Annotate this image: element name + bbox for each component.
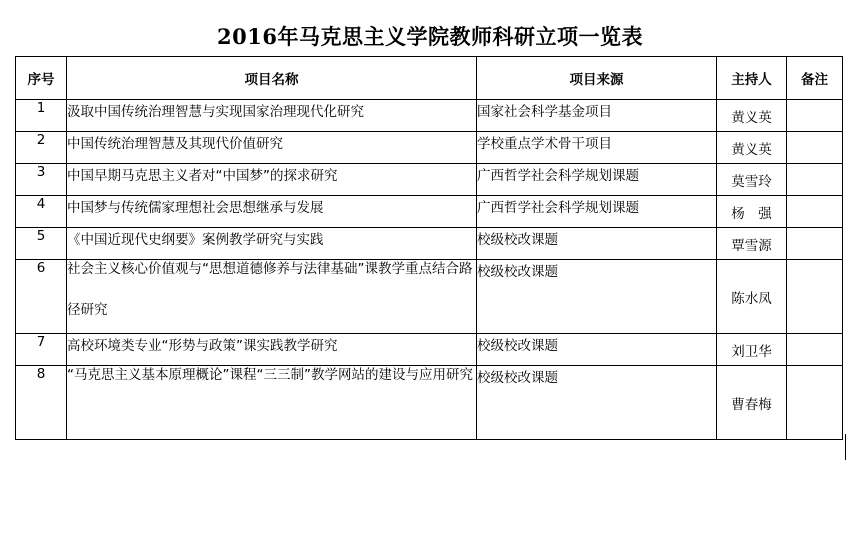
row-name: 高校环境类专业“形势与政策”课实践教学研究 [67, 334, 477, 366]
row-host: 黄义英 [717, 132, 787, 164]
row-host: 覃雪源 [717, 228, 787, 260]
row-host: 刘卫华 [717, 334, 787, 366]
row-no: 5 [16, 228, 67, 260]
row-note [787, 132, 843, 164]
row-source: 校级校改课题 [477, 228, 717, 260]
row-name-text: “马克思主义基本原理概论”课程“三三制”教学网站的建设与应用研究 [67, 367, 473, 383]
row-host: 杨 强 [717, 196, 787, 228]
table-row [16, 196, 843, 228]
row-note [787, 260, 843, 334]
table-row [16, 100, 843, 132]
row-source: 学校重点学术骨干项目 [477, 132, 717, 164]
row-note [787, 164, 843, 196]
header-no: 序号 [16, 57, 67, 100]
row-name: 中国梦与传统儒家理想社会思想继承与发展 [67, 196, 477, 228]
table-row [16, 164, 843, 196]
row-name: 汲取中国传统治理智慧与实现国家治理现代化研究 [67, 100, 477, 132]
edge-line [845, 434, 846, 460]
table-row [16, 334, 843, 366]
header-host: 主持人 [717, 57, 787, 100]
table-row [16, 132, 843, 164]
table-header-row [16, 57, 843, 100]
row-name [67, 366, 477, 440]
row-no: 3 [16, 164, 67, 196]
row-no: 8 [16, 366, 67, 440]
row-source: 校级校改课题 [477, 260, 717, 334]
header-note: 备注 [787, 57, 843, 100]
row-source: 广西哲学社会科学规划课题 [477, 196, 717, 228]
row-host: 陈水凤 [717, 260, 787, 334]
row-host: 莫雪玲 [717, 164, 787, 196]
header-source: 项目来源 [477, 57, 717, 100]
row-note [787, 334, 843, 366]
header-name: 项目名称 [67, 57, 477, 100]
row-no: 6 [16, 260, 67, 334]
row-no: 2 [16, 132, 67, 164]
row-source: 广西哲学社会科学规划课题 [477, 164, 717, 196]
row-name: 《中国近现代史纲要》案例教学研究与实践 [67, 228, 477, 260]
row-name-text: 社会主义核心价值观与“思想道德修养与法律基础”课教学重点结合路径研究 [67, 261, 473, 318]
table-row [16, 366, 843, 440]
row-no: 4 [16, 196, 67, 228]
row-host: 黄义英 [717, 100, 787, 132]
row-source: 国家社会科学基金项目 [477, 100, 717, 132]
row-note [787, 228, 843, 260]
row-note [787, 100, 843, 132]
document-title: 2016年马克思主义学院教师科研立项一览表 [217, 24, 643, 49]
row-name: 中国传统治理智慧及其现代价值研究 [67, 132, 477, 164]
row-no: 1 [16, 100, 67, 132]
row-source: 校级校改课题 [477, 366, 717, 440]
table-row [16, 228, 843, 260]
row-name [67, 260, 477, 334]
row-note [787, 366, 843, 440]
row-host: 曹春梅 [717, 366, 787, 440]
table-row [16, 260, 843, 334]
row-note [787, 196, 843, 228]
row-source: 校级校改课题 [477, 334, 717, 366]
row-no: 7 [16, 334, 67, 366]
row-name: 中国早期马克思主义者对“中国梦”的探求研究 [67, 164, 477, 196]
project-table [15, 56, 843, 440]
